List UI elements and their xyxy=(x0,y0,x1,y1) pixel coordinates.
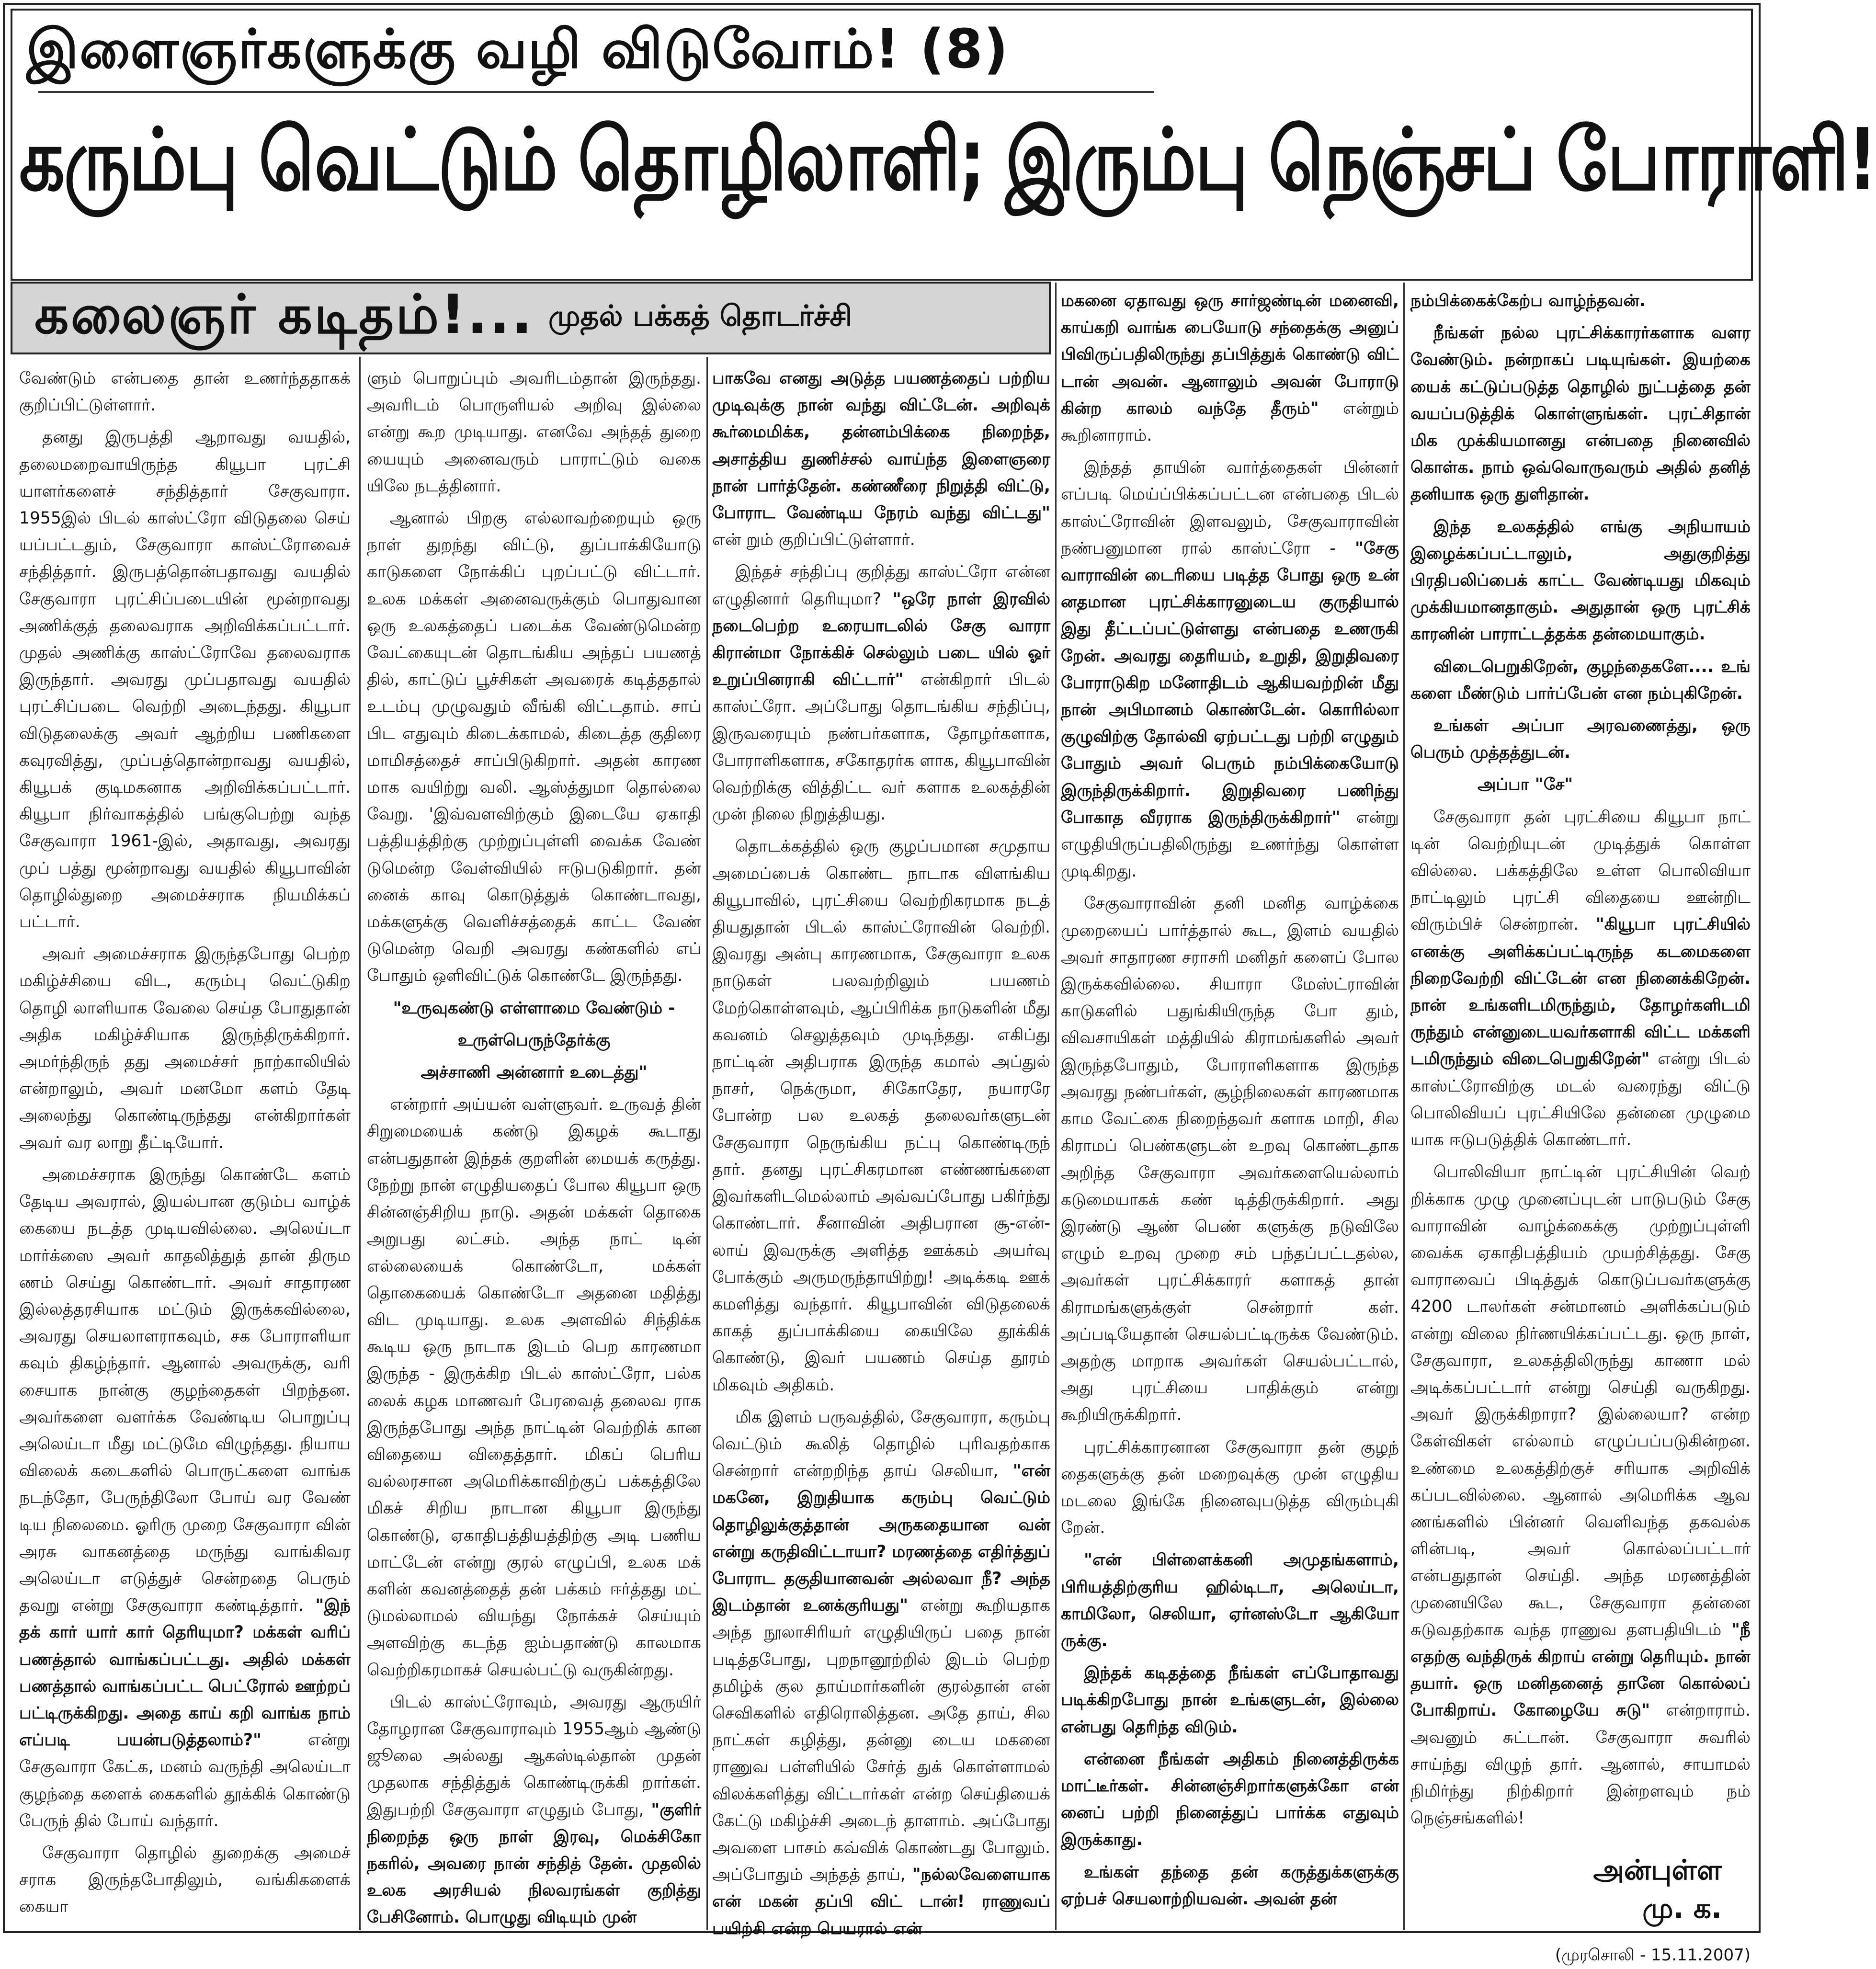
kural-line-1: "உருவுகண்டு எள்ளாமை வேண்டும் - xyxy=(393,998,675,1018)
kalaignar-kaditham-banner xyxy=(11,282,1051,354)
text-run: என்று எழுதியிருப்பதிலிருந்து உணர்ந்து கொள்ள முடிகிறது. xyxy=(1061,808,1399,881)
paragraph: சேகுவாராவின் தனி மனித வாழ்க்கை முறையைப் பார்த்தால் கூட, இளம் வயதில் அவர் சாதாரண சராசரி மனிதர் களைப் போல இருக்கவில்லை. சியாரா மேஸ்ட்ராவின் காடுகளில் பதுங்கியிருந்த போ தும், விவசாயிகள் மத்தியில் கிராமங்களில் அவர் இருந்தபோதும், போராளிகளாக இருந்த அவரது நண்பர்கள், சூழ்நிலைகள் காரணமாக காம வேட்கை நிறைந்தவர் களாக மாறி, சில கிராமப் பெண்களுடன் உறவு கொண்டதாக அறிந்த சேகுவாரா அவர்களையெல்லாம் கடுமையாகக் கண் டித்திருக்கிறார். அது இரண்டு ஆண் பெண் களுக்கு நடுவிலே எழும் உறவு முறை சம் பந்தப்பட்டதல்ல, அவர்கள் புரட்சிக்காரர் களாகத் தான் கிராமங்களுக்குள் சென்றார் கள். அப்படியேதான் செயல்பட்டிருக்க வேண்டும். அதற்கு மாறாக அவர்கள் செயல்பட்டால், அது புரட்சியை பாதிக்கும் என்று கூறியிருக்கிறார். xyxy=(1061,894,1399,1425)
quote-bold: பாகவே எனது அடுத்த பயணத்தைப் பற்றிய முடிவுக்கு நான் வந்து விட்டேன். அறிவுக் கூர்மைமிக்க, தன்னம்பிக்கை நிறைந்த, அசாத்திய துணிச்சல் வாய்ந்த இளைஞரை நான் பார்த்தேன். கண்ணீரை நிறுத்தி விட்டு, போராட வேண்டிய நேரம் வந்து விட்டது" xyxy=(712,369,1050,523)
quote-bold: "கியூபா புரட்சியில் எனக்கு அளிக்கப்பட்டிருந்த கடமைகளை நிறைவேற்றி விட்டேன் என நினைக்கிறேன். நான் உங்களிடமிருந்தும், தோழர்களிடமி ருந்தும் என்னுடையவர்களாகி விட்ட மக்களி டமிருந்தும் விடைபெறுகிறேன்" xyxy=(1410,915,1751,1069)
text-run: அமைச்சராக இருந்து கொண்டே களம் தேடிய அவரால், இயல்பான குடும்ப வாழ்க் கையை நடத்த முடியவில்லை. அலெய்டா மார்க்ஸை அவர் காதலித்துத் தான் திரும ணம் செய்து கொண்டார். அவர் சாதாரண இல்லத்தரசியாக மட்டும் இருக்கவில்லை, அவரது செயலாளராகவும், சக போராளியா கவும் திகழ்ந்தார். ஆனால் அவருக்கு, வரி சையாக நான்கு குழந்தைகள் பிறந்தன. அவர்களை வளர்க்க வேண்டிய பொறுப்பு அலெய்டா மீது மட்டுமே விழுந்தது. நியாய விலைக் கடைகளில் பொருட்களை வாங்க நடந்தோ, பேருந்திலோ போய் வர வேண் டிய நிலைமை. ஓரிரு முறை சேகுவாரா வின் அரசு வாகனத்தை மருந்து வாங்கிவர அலெய்டா எடுத்துச் சென்றதை பெரும் தவறு என்று சேகுவாரா கண்டித்தார். xyxy=(19,1165,351,1616)
text-run: பிடல் காஸ்ட்ரோவும், அவரது ஆருயிர் தோழரான சேகுவாராவும் 1955ஆம் ஆண்டு ஜூலை அல்லது ஆகஸ்டில்தான் முதன் முதலாக சந்தித்துக் கொண்டிருக்கி றார்கள். இதுபற்றி சேகுவாரா எழுதும் போது, xyxy=(367,1692,701,1820)
banner-title: கலைஞர் கடிதம்!... xyxy=(34,283,534,346)
quote-bold: "நீ எதற்கு வந்திருக் கிறாய் என்று தெரியும். நான் தயார். ஒரு மனிதனைத் தானே கொல்லப் போகிறாய். கோழையே சுடு" xyxy=(1410,1620,1751,1720)
quote-bold: "ஒரே நாள் இரவில் நடைபெற்ற உரையாடலில் சேகு வாரா கிரான்மா நோக்கிச் செல்லும் படை யில் ஓர் உறுப்பினராகி விட்டார்" xyxy=(712,589,1051,690)
quote-bold: "குளிர் நிறைந்த ஒரு நாள் இரவு, மெக்சிகோ நகரில், அவரை நான் சந்தித் தேன். முதலில் உலக அரசியல் நிலவரங்கள் குறித்து பேசினோம். பொழுது விடியும் முன் xyxy=(367,1800,701,1927)
source-citation: (முரசொலி - 15.11.2007) xyxy=(1555,1946,1751,1965)
quote-bold: மகனை ஏதாவது ஒரு சார்ஜண்டின் மனைவி, காய்கறி வாங்க பையோடு சந்தைக்கு அனுப் பிவிருப்பதிலிருந்து தப்பித்துக் கொண்டு விட் டான் அவன். ஆனாலும் அவன் போராடு கின்ற காலம் வந்தே தீரும்" xyxy=(1061,291,1399,418)
letter-paragraph: உங்கள் தந்தை தன் கருத்துக்களுக்கு ஏற்பச் செயலாற்றியவன். அவன் தன் xyxy=(1061,1862,1399,1909)
letter-signature: அப்பா "சே" xyxy=(1478,775,1573,795)
paragraph: ளும் பொறுப்பும் அவரிடம்தான் இருந்தது. அவரிடம் பொருளியல் அறிவு இல்லை என்று கூற முடியாது. எனவே அந்தத் துறை யையும் அனைவரும் பாராட்டும் வகை யிலே நடத்தினார். xyxy=(367,369,701,496)
paragraph xyxy=(712,558,1050,828)
text-run: இந்தத் தாயின் வார்த்தைகள் பின்னர் எப்படி மெய்ப்பிக்கப்பட்டன என்பதை பிடல் காஸ்ட்ரோவின் இளவலும், சேகுவாராவின் நண்பனுமான ரால் காஸ்ட்ரோ - xyxy=(1061,458,1399,558)
column-divider xyxy=(1403,283,1405,1930)
paragraph xyxy=(1410,1159,1751,1832)
letter-paragraph: விடைபெறுகிறேன், குழந்தைகளே.... உங் களை மீண்டும் பார்ப்பேன் என நம்புகிறேன். xyxy=(1410,657,1751,703)
paragraph: தொடக்கத்தில் ஒரு குழப்பமான சமுதாய அமைப்பைக் கொண்ட நாடாக விளங்கிய கியூபாவில், புரட்சியை வெற்றிகரமாக நடத் தியதுதான் பிடல் காஸ்ட்ரோவின் வெற்றி. இவரது அன்பு காரணமாக, சேகுவாரா உலக நாடுகள் பலவற்றிலும் பயணம் மேற்கொள்ளவும், ஆப்பிரிக்க நாடுகளின் மீது கவனம் செலுத்தவும் முடிந்தது. எகிப்து நாட்டின் அதிபராக இருந்த கமால் அப்துல் நாசர், நெக்ருமா, சிகோதேர, நயாரரே போன்ற பல உலகத் தலைவர்களுடன் சேகுவாரா நெருங்கிய நட்பு கொண்டிருந் தார். தனது புரட்சிகரமான எண்ணங்களை இவர்களிடமெல்லாம் அவ்வப்போது பகிர்ந்து கொண்டார். சீனாவின் அதிபரான சூ-என்- லாய் இவருக்கு அளித்த ஊக்கம் அயர்வு போக்கும் அருமருந்தாயிற்று! அடிக்கடி ஊக் கமளித்து வந்தார். கியூபாவின் விடுதலைக் காகத் துப்பாக்கியை கையிலே தூக்கிக் கொண்டு, இவர் பயணம் செய்த தூரம் மிகவும் அதிகம். xyxy=(712,837,1050,1395)
paragraph: என்றார் அய்யன் வள்ளுவர். உருவத் தின் சிறுமையைக் கண்டு இகழக் கூடாது என்பதுதான் இந்தக் குறளின் மையக் கருத்து. நேற்று நான் எழுதியதைப் போல கியூபா ஒரு சின்னஞ்சிறிய நாடு. அதன் மக்கள் தொகை அறுபது லட்சம். அந்த நாட் டின் எல்லையைக் கொண்டோ, மக்கள் தொகையைக் கொண்டோ அதனை மதித்து விட முடியாது. உலக அளவில் சிந்திக்க கூடிய ஒரு நாடாக இடம் பெற காரணமா இருந்த - இருக்கிற பிடல் காஸ்ட்ரோ, பல்க லைக் கழக மாணவர் பேரவைத் தலைவ ராக இருந்தபோது அந்த நாட்டின் வெற்றிக் கான விதையை விதைத்தார். மிகப் பெரிய வல்லரசான அமெரிக்காவிற்குப் பக்கத்திலே மிகச் சிறிய நாடான கியூபா இருந்து கொண்டு, ஏகாதிபத்தியத்திற்கு அடி பணிய மாட்டேன் என்று குரல் எழுப்பி, உலக மக் களின் கவனத்தைத் தன் பக்கம் ஈர்த்தது மட் டுமல்லாமல் வியந்து நோக்கச் செய்யும் அளவிற்கு கடந்த ஐம்பதாண்டு காலமாக வெற்றிகரமாகச் செயல்பட்டு வருகின்றது. xyxy=(367,1095,701,1680)
banner-subtitle: முதல் பக்கத் தொடர்ச்சி xyxy=(548,299,853,333)
text-run: என்றும் கூறினாராம். xyxy=(1061,398,1399,445)
paragraph: சேகுவாரா தொழில் துறைக்கு அமைச் சராக இருந்தபோதிலும், வங்கிகளைக் கையா xyxy=(19,1843,351,1917)
text-run: என்று கூறியதாக அந்த நூலாசிரியர் எழுதியிருப் பதை நான் படித்தபோது, புறநானூற்றில் இடம் பெற்ற தமிழ்க் குல தாய்மார்களின் குரல்தான் என் செவிகளில் எதிரொலித்தன. அதே தாய், சில நாட்கள் கழித்து, தன்னு டைய மகனை ராணுவ பள்ளியில் சேர்த் துக் கொள்ளாமல் விலக்களித்து விட்டார்கள் என்ற செய்தியைக் கேட்டு மகிழ்ச்சி அடைந் தாளாம். அப்போது அவளை பாசம் கவ்விக் கொண்டது போலும். அப்போதும் அந்தத் தாய், xyxy=(712,1596,1051,1885)
letter-paragraph: என்னை நீங்கள் அதிகம் நினைத்திருக்க மாட்டீர்கள். சின்னஞ்சிறார்களுக்கோ என் னைப் பற்றி நினைத்துப் பார்க்க எதுவும் இருக்காது. xyxy=(1061,1749,1399,1850)
paragraph xyxy=(367,1689,701,1931)
main-headline: கரும்பு வெட்டும் தொழிலாளி; இரும்பு நெஞ்சப் போராளி! xyxy=(19,110,1876,209)
article-column-5 xyxy=(1410,287,1751,1965)
text-run: சேகுவாரா தன் புரட்சியை கியூபா நாட் டின் வெற்றியுடன் முடித்துக் கொள்ள வில்லை. பக்கத்திலே உள்ள பொலிவியா நாட்டிலும் புரட்சி விதையை ஊன்றிட விரும்பிச் சென்றான். xyxy=(1410,807,1751,934)
paragraph: ஆனால் பிறகு எல்லாவற்றையும் ஒரு நாள் துறந்து விட்டு, துப்பாக்கியோடு காடுகளை நோக்கிப் புறப்பட்டு விட்டார். உலக மக்கள் அனைவருக்கும் பொதுவான ஒரு உலகத்தைப் படைக்க வேண்டுமென்ற வேட்கையுடன் தொடங்கிய அந்தப் பயணத் தில், காட்டுப் பூச்சிகள் அவரைக் கடித்ததால் உடம்பு முழுவதும் வீங்கி விட்டதாம். சாப் பிட எதுவும் கிடைக்காமல், கிடைத்த குதிரை மாமிசத்தைச் சாப்பிடுகிறார். அதன் காரண மாக வயிற்று வலி. ஆஸ்த்துமா தொல்லை வேறு. 'இவ்வளவிற்கும் இடையே ஏகாதி பத்தியத்திற்கு முற்றுப்புள்ளி வைக்க வேண் டுமென்ற வேள்வியில் ஈடுபடுகிறார். தன் னைக் காவு கொடுத்துக் கொண்டாவது, மக்களுக்கு வெளிச்சத்தைக் காட்ட வேண் டுமென்ற வெறி அவரது கண்களில் எப் போதும் ஒளிவிட்டுக் கொண்டே இருந்தது. xyxy=(367,509,701,986)
paragraph xyxy=(19,1161,351,1834)
quote-bold: "என் மகனே, இறுதியாக கரும்பு வெட்டும் தொழிலுக்குத்தான் அருகதையான வன் என்று கருதிவிட்டாயா? மரணத்தை எதிர்த்துப் போராட தகுதியானவன் அல்லவா நீ? அந்த இடம்தான் உனக்குரியது" xyxy=(712,1461,1050,1616)
text-run: என்கிறார் பிடல் காஸ்ட்ரோ. அப்போது தொடங்கிய சந்திப்பு, இருவரையும் நண்பர்களாக, தோழர்களாக, போராளிகளாக, சகோதரர்க ளாக, கியூபாவின் வெற்றிக்கு வித்திட்ட வர் களாக உலகத்தின் முன் நிலை நிறுத்தியது. xyxy=(712,670,1050,824)
quote-bold: "சேகு வாராவின் டைரியை படித்த போது ஒரு உன் னதமான புரட்சிக்காரனுடைய குருதியால் இது தீட்டப்பட்டுள்ளது என்பதை உணருகி றேன். அவரது தைரியம், உறுதி, இறுதிவரை போராடுகிற மனோதிடம் ஆகியவற்றின் மீது நான் அபிமானம் கொண்டேன். கொரில்லா குழுவிற்கு தோல்வி ஏற்பட்டது பற்றி எழுதும் போதும் அவர் பெரும் நம்பிக்கையோடு இருந்திருக்கிறார். இறுதிவரை பணிந்து போகாத வீரராக இருந்திருக்கிறார்" xyxy=(1061,538,1399,827)
text-run: என்று சேகுவாரா கேட்க, மனம் வருந்தி அலெய்டா குழந்தை களைக் கைகளில் தூக்கிக் கொண்டு பேருந் தில் போய் வந்தார். xyxy=(19,1730,351,1831)
letter-paragraph: நீங்கள் நல்ல புரட்சிக்காரர்களாக வளர வேண்டும். நன்றாகப் படியுங்கள். இயற்கை யைக் கட்டுப்படுத்த தொழில் நுட்பத்தை தன் வயப்படுத்திக் கொள்ளுங்கள். புரட்சிதான் மிக முக்கியமானது என்பதை நினைவில் கொள்க. நாம் ஒவ்வொருவரும் அதில் தனித் தனியாக ஒரு துளிதான். xyxy=(1410,323,1751,504)
text-run: என் றும் குறிப்பிட்டுள்ளார். xyxy=(712,530,915,550)
text-run: இந்தச் சந்திப்பு குறித்து காஸ்ட்ரோ என்ன எழுதினார் தெரியுமா? xyxy=(712,562,1050,609)
signoff xyxy=(1410,1851,1751,1927)
letter-paragraph: நம்பிக்கைக்கேற்ப வாழ்ந்தவன். xyxy=(1410,291,1646,310)
text-run: மிக இளம் பருவத்தில், சேகுவாரா, கரும்பு வெட்டும் கூலித் தொழில் புரிவதற்காக சென்றார் என்றறிந்த தாய் செலியா, xyxy=(712,1407,1050,1481)
article-column-3 xyxy=(712,365,1051,1938)
paragraph xyxy=(1061,454,1399,885)
column-divider xyxy=(1055,283,1057,1930)
letter-paragraph: உங்கள் அப்பா அரவணைத்து, ஒரு பெரும் முத்தத்துடன். xyxy=(1410,716,1751,763)
text-run: என்றாராம். அவனும் சுட்டான். சேகுவாரா சுவரில் சாய்ந்து விழுந் தார். ஆனால், சாயாமல் நிமிர்ந்து நிற்கிறார் இன்றளவும் நம் நெஞ்சங்களில்! xyxy=(1410,1701,1751,1828)
letter-paragraph: இந்தக் கடிதத்தை நீங்கள் எப்போதாவது படிக்கிறபோது நான் உங்களுடன், இல்லை என்பது தெரிந்த விடும். xyxy=(1061,1663,1399,1737)
paragraph: வேண்டும் என்பதை தான் உணர்ந்ததாகக் குறிப்பிட்டுள்ளார். xyxy=(19,369,351,415)
series-title: இளைஞர்களுக்கு வழி விடுவோம்! (8) xyxy=(26,18,1009,80)
article-column-4 xyxy=(1061,287,1399,1930)
letter-salutation: "என் பிள்ளைக்கனி அமுதங்களாம், பிரியத்திற்குரிய ஹில்டிடா, அலெய்டா, காமிலோ, செலியா, ஏர்னஸ்டோ ஆகியோ ருக்கு. xyxy=(1061,1550,1399,1650)
quote-bold: "இந் தக் கார் யார் கார் தெரியுமா? மக்கள் வரிப் பணத்தால் வாங்கப்பட்டது. அதில் மக்கள் பணத்தால் வாங்கப்பட்ட பெட்ரோல் ஊற்றப் பட்டிருக்கிறது. அதை காய் கறி வாங்க நாம் எப்படி பயன்படுத்தலாம்?" xyxy=(19,1596,351,1750)
signoff-initials: மு. க. xyxy=(1642,1892,1722,1925)
paragraph xyxy=(712,365,1050,553)
kural-line-3: அச்சாணி அன்னார் உடைத்து" xyxy=(421,1063,648,1082)
article-column-1 xyxy=(19,365,351,1931)
paragraph xyxy=(1410,804,1751,1154)
quote-bold: "நல்லவேளையாக என் மகன் தப்பி விட் டான்! ராணுவப் பயிற்சி என்ற பெயரால் என் xyxy=(712,1865,1050,1938)
article-column-2 xyxy=(367,365,701,1931)
column-divider xyxy=(706,357,708,1930)
letter-paragraph: இந்த உலகத்தில் எங்கு அநியாயம் இழைக்கப்பட்டாலும், அதுகுறித்து பிரதிபலிப்பைக் காட்ட வேண்டியது மிகவும் முக்கியமானதாகும். அதுதான் ஒரு புரட்சிக் காரனின் பாராட்டத்தக்க தன்மையாகும். xyxy=(1410,517,1751,644)
paragraph: தனது இருபத்தி ஆறாவது வயதில், தலைமறைவாயிருந்த கியூபா புரட்சி யாளர்களைச் சந்தித்தார் சேகுவாரா. 1955இல் பிடல் காஸ்ட்ரோ விடுதலை செய் யப்பட்டதும், சேகுவாரா காஸ்ட்ரோவைச் சந்தித்தார். இருபத்தொன்பதாவது வயதில் சேகுவாரா புரட்சிப்படையின் மூன்றாவது அணிக்குத் தலைவராக அறிவிக்கப்பட்டார். முதல் அணிக்கு காஸ்ட்ரோவே தலைவராக இருந்தார். அவரது முப்பதாவது வயதில் புரட்சிப்படை வெற்றி அடைந்தது. கியூபா விடுதலைக்கு அவர் ஆற்றிய பணிகளை கவுரவித்து, முப்பத்தொன்றாவது வயதில், கியூபக் குடிமகனாக அறிவிக்கப்பட்டார். கியூபா நிர்வாகத்தில் பங்குபெற்று வந்த சேகுவாரா 1961-இல், அதாவது, அவரது முப் பத்து மூன்றாவது வயதில் கியூபாவின் தொழில்துறை அமைச்சராக நியமிக்கப் பட்டார். xyxy=(19,428,351,932)
paragraph xyxy=(712,1404,1050,1942)
headline-rule xyxy=(38,91,1154,93)
column-divider xyxy=(359,357,361,1930)
kural-line-2: உருள்பெருந்தேர்க்கு xyxy=(457,1030,611,1050)
paragraph: புரட்சிக்காரனான சேகுவாரா தன் குழந் தைகளுக்கு தன் மறைவுக்கு முன் எழுதிய மடலை இங்கே நினைவுபடுத்த விரும்புகி றேன். xyxy=(1061,1437,1399,1538)
text-run: என்று பிடல் காஸ்ட்ரோவிற்கு மடல் வரைந்து விட்டு பொலிவியப் புரட்சியிலே தன்னை முழுமை யாக ஈடுபடுத்திக் கொண்டார். xyxy=(1410,1049,1751,1150)
paragraph: அவர் அமைச்சராக இருந்தபோது பெற்ற மகிழ்ச்சியை விட, கரும்பு வெட்டுகிற தொழி லாளியாக வேலை செய்த போதுதான் அதிக மகிழ்ச்சியாக இருந்திருக்கிறார். அமர்ந்திருந் தது அமைச்சர் நாற்காலியில் என்றாலும், அவர் மனமோ களம் தேடி அலைந்து கொண்டிருந்தது என்கிறார்கள் அவர் வர லாறு தீட்டியோர். xyxy=(19,945,351,1152)
paragraph xyxy=(1061,287,1399,449)
signoff-greeting: அன்புள்ள xyxy=(1593,1854,1722,1887)
text-run: பொலிவியா நாட்டின் புரட்சியின் வெற் றிக்காக முழு முனைப்புடன் பாடுபடும் சேகு வாராவின் வாழ்க்கைக்கு முற்றுப்புள்ளி வைக்க ஏகாதிபத்தியம் முயற்சித்தது. சேகு வாராவைப் பிடித்துக் கொடுப்பவர்களுக்கு 4200 டாலர்கள் சன்மானம் அளிக்கப்படும் என்று விலை நிர்ணயிக்கப்பட்டது. ஒரு நாள், சேகுவாரா, உலகத்திலிருந்து காணா மல் அடிக்கப்பட்டார் என்று செய்தி வருகிறது. அவர் இருக்கிறாரா? இல்லையா? என்ற கேள்விகள் எல்லாம் எழுப்பப்படுகின்றன. உண்மை உலகத்திற்குச் சரியாக அறிவிக் கப்படவில்லை. ஆனால் அமெரிக்க ஆவ ணங்களில் பின்னர் வெளிவந்த தகவல்க ளின்படி, அவர் கொல்லப்பட்டார் என்பதுதான் செய்தி. அந்த மரணத்தின் முனையிலே கூட, சேகுவாரா தன்னை சுடுவதற்காக வந்த ராணுவ தளபதியிடம் xyxy=(1410,1162,1751,1639)
